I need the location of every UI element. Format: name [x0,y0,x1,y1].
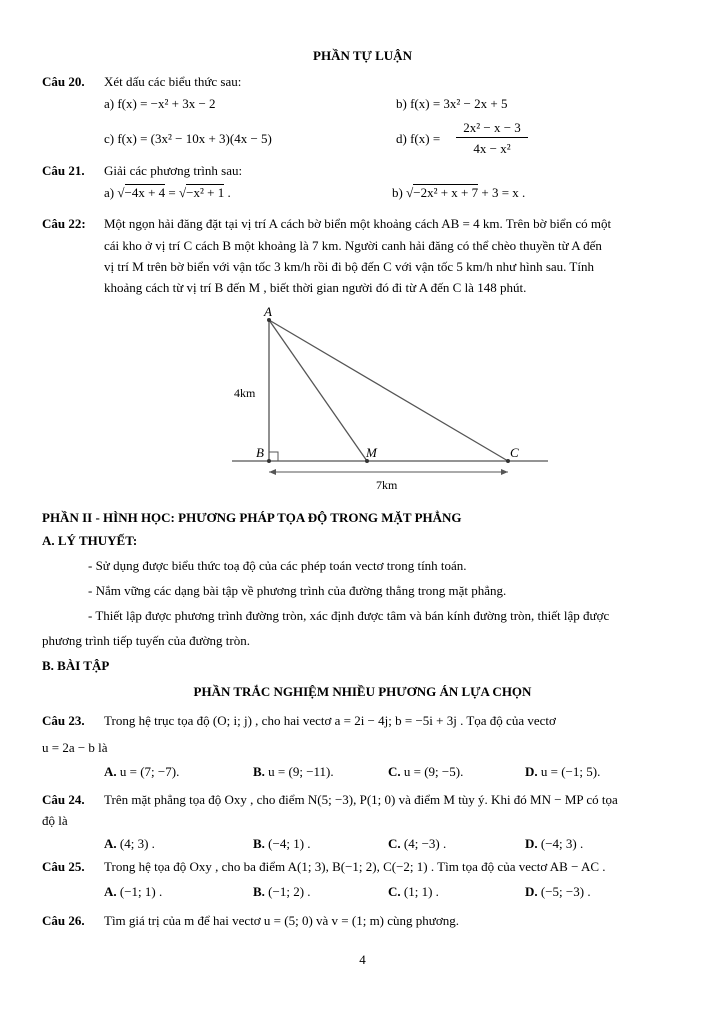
option-value: (−1; 2) . [268,884,311,899]
multiple-choice-title: PHẦN TRẮC NGHIỆM NHIỀU PHƯƠNG ÁN LỰA CHỌN [193,684,532,699]
question-21-a-mid: = [165,185,180,200]
question-21-a-prefix: a) [104,185,118,200]
question-25-label: Câu 25. [42,859,85,874]
theory-bullet-continuation: phương trình tiếp tuyến của đường tròn. [42,633,250,648]
arrow-left-icon [269,469,276,475]
point-b [267,459,271,463]
question-20-d-numerator: 2x² − x − 3 [456,120,528,138]
question-23-text-cont: u = 2a − b là [42,740,108,755]
question-21-b-suffix: + 3 = x . [478,185,526,200]
segment-am [269,320,367,461]
option-letter: A. [104,836,117,851]
option-letter: D. [525,836,538,851]
option-letter: C. [388,884,401,899]
answer-option-d[interactable] [525,764,600,780]
theory-bullet: - Thiết lập được phương trình đường tròn, xác định được tâm và bán kính đường tròn, thiết lập được [88,608,610,623]
option-letter: C. [388,764,401,779]
question-20-d-prefix: d) f(x) = [396,131,441,146]
question-21-label: Câu 21. [42,163,85,178]
answer-option-a[interactable] [104,884,162,900]
option-value: (−5; −3) . [540,884,591,899]
question-21-b [392,185,525,201]
question-21-b-radicand: −2x² + x + 7 [413,185,479,200]
question-20-c: c) f(x) = (3x² − 10x + 3)(4x − 5) [104,131,272,146]
question-21-a-radicand1: −4x + 4 [124,185,166,200]
option-value: (−4; 1) . [268,836,311,851]
question-24-label: Câu 24. [42,792,85,807]
option-letter: A. [104,884,117,899]
part-2-title: PHẦN II - HÌNH HỌC: PHƯƠNG PHÁP TỌA ĐỘ TRONG MẶT PHẲNG [42,510,462,525]
theory-bullet: - Nắm vững các dạng bài tập về phương trình của đường thẳng trong mặt phẳng. [88,583,507,598]
answer-option-b[interactable] [253,836,311,852]
option-value: (−1; 1) . [119,884,163,899]
option-letter: B. [253,836,265,851]
question-23-label: Câu 23. [42,713,85,728]
segment-ac [269,320,508,461]
label-a: A [264,304,272,319]
question-24-text: Trên mặt phẳng tọa độ Oxy , cho điểm N(5; −3), P(1; 0) và điểm M tùy ý. Khi đó MN − MP có tọa [104,792,618,807]
question-21-b-prefix: b) [392,185,407,200]
question-26-label: Câu 26. [42,913,85,928]
option-letter: A. [104,764,117,779]
question-20-b: b) f(x) = 3x² − 2x + 5 [396,96,508,111]
question-21-a-radicand2: −x² + 1 [186,185,225,200]
answer-option-d[interactable] [525,884,591,900]
label-bc-length: 7km [376,478,398,492]
question-22-line: cái kho ở vị trí C cách B một khoảng là 7 km. Người canh hải đăng có thể chèo thuyền từ A đến [104,238,602,253]
section-title: PHẦN TỰ LUẬN [313,48,412,63]
label-b: B [256,445,264,460]
question-21-a-suffix: . [224,185,231,200]
answer-option-c[interactable] [388,836,446,852]
option-value: (1; 1) . [403,884,439,899]
question-20-d-denominator: 4x − x² [473,141,511,156]
exercise-heading: B. BÀI TẬP [42,658,110,673]
question-25-text: Trong hệ tọa độ Oxy , cho ba điểm A(1; 3), B(−1; 2), C(−2; 1) . Tìm tọa độ của vectơ AB − AC . [104,859,606,874]
answer-option-d[interactable] [525,836,583,852]
page-number: 4 [359,952,366,967]
question-22-line: vị trí M trên bờ biển với vận tốc 3 km/h rồi đi bộ đến C với vận tốc 5 km/h như hình sau. Tính [104,259,594,274]
question-20-prompt: Xét dấu các biểu thức sau: [104,74,242,89]
option-value: (4; 3) . [119,836,155,851]
question-22-line: Một ngọn hải đăng đặt tại vị trí A cách bờ biển một khoảng cách AB = 4 km. Trên bờ biển có một [104,216,612,231]
answer-option-c[interactable] [388,764,463,780]
option-value: (4; −3) . [403,836,447,851]
option-letter: B. [253,764,265,779]
sqrt-icon: √ [117,185,125,200]
question-22-line: khoảng cách từ vị trí B đến M , biết thời gian người đó đi từ A đến C là 148 phút. [104,280,527,295]
option-letter: B. [253,884,265,899]
question-20-a: a) f(x) = −x² + 3x − 2 [104,96,216,111]
question-26-text: Tìm giá trị của m để hai vectơ u = (5; 0) và v = (1; m) cùng phương. [104,913,459,928]
answer-option-c[interactable] [388,884,439,900]
option-value: (−4; 3) . [540,836,584,851]
label-c: C [510,445,519,460]
question-20-label: Câu 20. [42,74,85,89]
answer-option-a[interactable] [104,764,179,780]
option-value: u = (9; −5). [403,764,464,779]
theory-heading: A. LÝ THUYẾT: [42,533,138,548]
option-letter: D. [525,764,538,779]
question-21-prompt: Giải các phương trình sau: [104,163,243,178]
lighthouse-diagram [220,300,560,500]
theory-bullet: - Sử dụng được biểu thức toạ độ của các phép toán vectơ trong tính toán. [88,558,467,573]
question-21-a [104,185,231,201]
answer-option-b[interactable] [253,884,311,900]
label-m: M [366,445,377,460]
sqrt-icon: √ [179,185,187,200]
arrow-right-icon [501,469,508,475]
option-letter: D. [525,884,538,899]
answer-option-a[interactable] [104,836,155,852]
question-24-text-cont: độ là [42,813,68,828]
option-value: u = (−1; 5). [540,764,601,779]
option-letter: C. [388,836,401,851]
option-value: u = (9; −11). [268,764,334,779]
label-ab-length: 4km [234,386,256,400]
question-22-label: Câu 22: [42,216,86,231]
question-23-text: Trong hệ trục tọa độ (O; i; j) , cho hai vectơ a = 2i − 4j; b = −5i + 3j . Tọa độ của vectơ [104,713,556,728]
answer-option-b[interactable] [253,764,334,780]
option-value: u = (7; −7). [119,764,180,779]
sqrt-icon: √ [406,185,414,200]
